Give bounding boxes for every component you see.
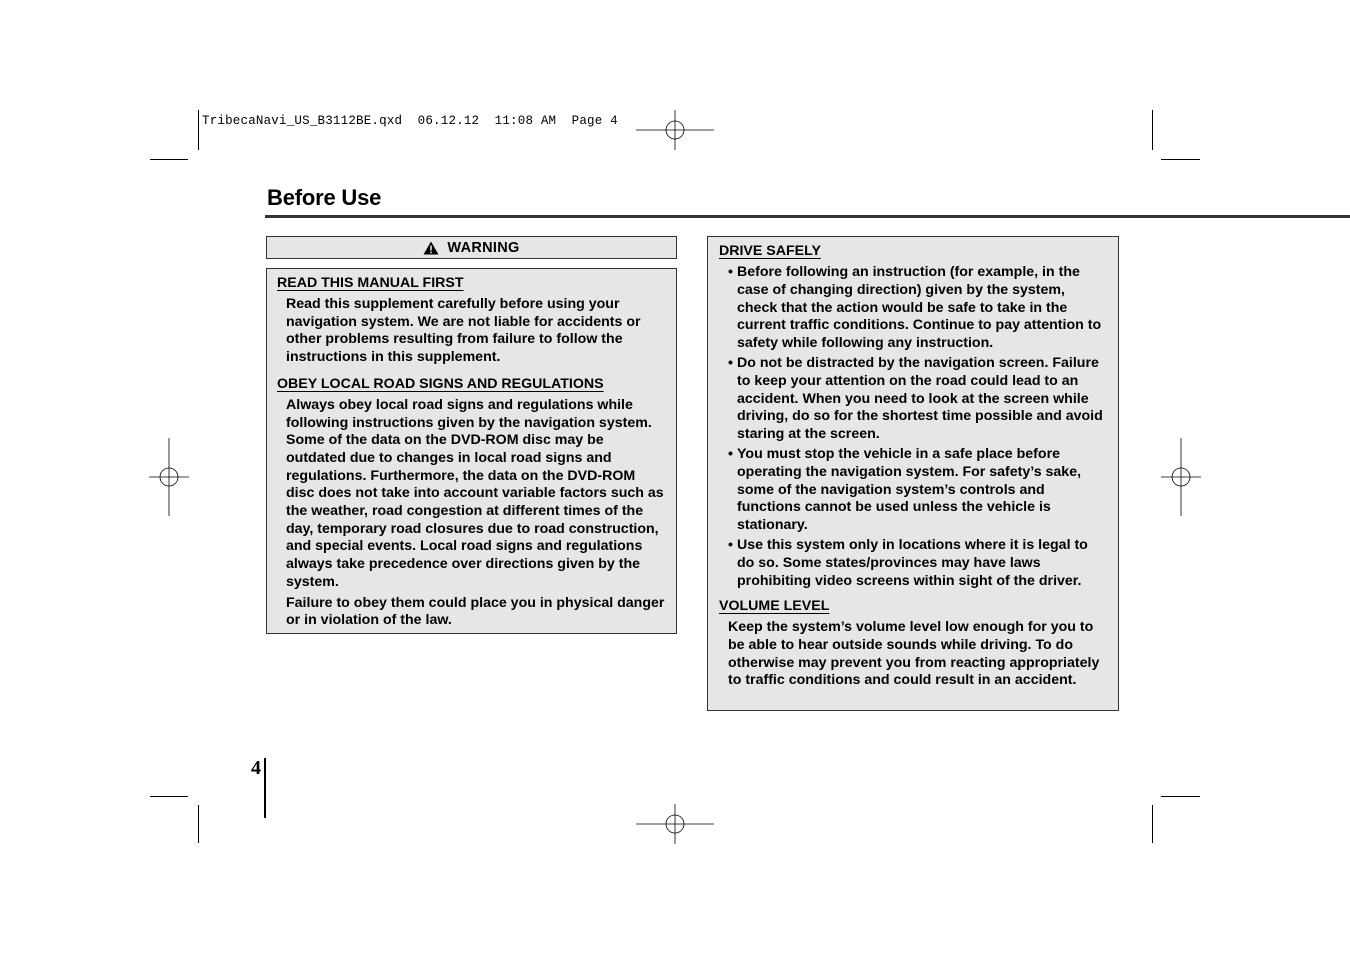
crop-mark — [198, 805, 199, 843]
list-item: • Do not be distracted by the navigation screen. Failure to keep your attention on the road could lead to an accident. When you need to look at the screen while driving, do so for the shortest time possible and avoid staring at the screen. — [719, 355, 1108, 444]
list-item: • Use this system only in locations where it is legal to do so. Some states/provinces may have laws prohibiting video screens within sight of the driver. — [719, 537, 1108, 590]
crop-mark — [1152, 110, 1153, 150]
crop-mark — [150, 796, 188, 797]
registration-mark-icon — [149, 438, 189, 516]
warning-box-right — [707, 236, 1119, 711]
section-paragraph: Read this supplement carefully before using your navigation system. We are not liable for accidents or other problems resulting from failure to follow the instructions in this supplement. — [286, 296, 641, 366]
section-heading: OBEY LOCAL ROAD SIGNS AND REGULATIONS — [277, 375, 604, 392]
crop-mark — [198, 110, 199, 150]
crop-mark — [1161, 796, 1200, 797]
warning-label: WARNING — [447, 239, 520, 256]
print-slug: TribecaNavi_US_B3112BE.qxd 06.12.12 11:08 AM Page 4 — [202, 114, 618, 128]
section-paragraph: Always obey local road signs and regulations while following instructions given by the navigation system. Some of the data on the DVD-ROM disc may be outdated due to changes in local road signs and regulations. Furthermore, the data on the DVD-ROM disc does not take into account variable factors such as the weather, road congestion at different times of the day, temporary road closures due to road construction, and special events. Local road signs and regulations always take precedence over directions given by the system. — [286, 396, 664, 590]
section-heading: VOLUME LEVEL — [719, 598, 830, 615]
section-heading: READ THIS MANUAL FIRST — [277, 275, 464, 291]
page-number: 4 — [251, 757, 261, 779]
warning-box-left — [266, 268, 677, 634]
section-paragraph: Failure to obey them could place you in physical danger or in violation of the law. — [286, 594, 665, 629]
registration-mark-icon — [636, 110, 714, 150]
list-item: • You must stop the vehicle in a safe place before operating the navigation system. For safety’s sake, some of the navigation system’s controls and functions cannot be used unless the vehicle is stationary. — [719, 446, 1108, 535]
crop-mark — [150, 159, 188, 160]
crop-mark — [1152, 805, 1153, 843]
warning-triangle-icon — [423, 241, 439, 255]
section-heading: DRIVE SAFELY — [719, 243, 821, 259]
warning-header — [266, 236, 677, 259]
list-item: • Before following an instruction (for example, in the case of changing direction) given by the system, check that the action would be safe to take in the current traffic conditions. Continue to pay attention to safety while following any instruction. — [719, 264, 1108, 353]
registration-mark-icon — [1161, 438, 1201, 516]
registration-mark-icon — [636, 804, 714, 844]
drive-safely-list — [719, 264, 1108, 590]
page-title: Before Use — [267, 185, 382, 210]
section-paragraph: Keep the system’s volume level low enough for you to be able to hear outside sounds while driving. To do otherwise may prevent you from reacting appropriately to traffic conditions and could result in an accident. — [728, 619, 1100, 689]
title-rule — [265, 215, 1350, 218]
page-number-rule — [264, 758, 266, 818]
crop-mark — [1161, 159, 1200, 160]
